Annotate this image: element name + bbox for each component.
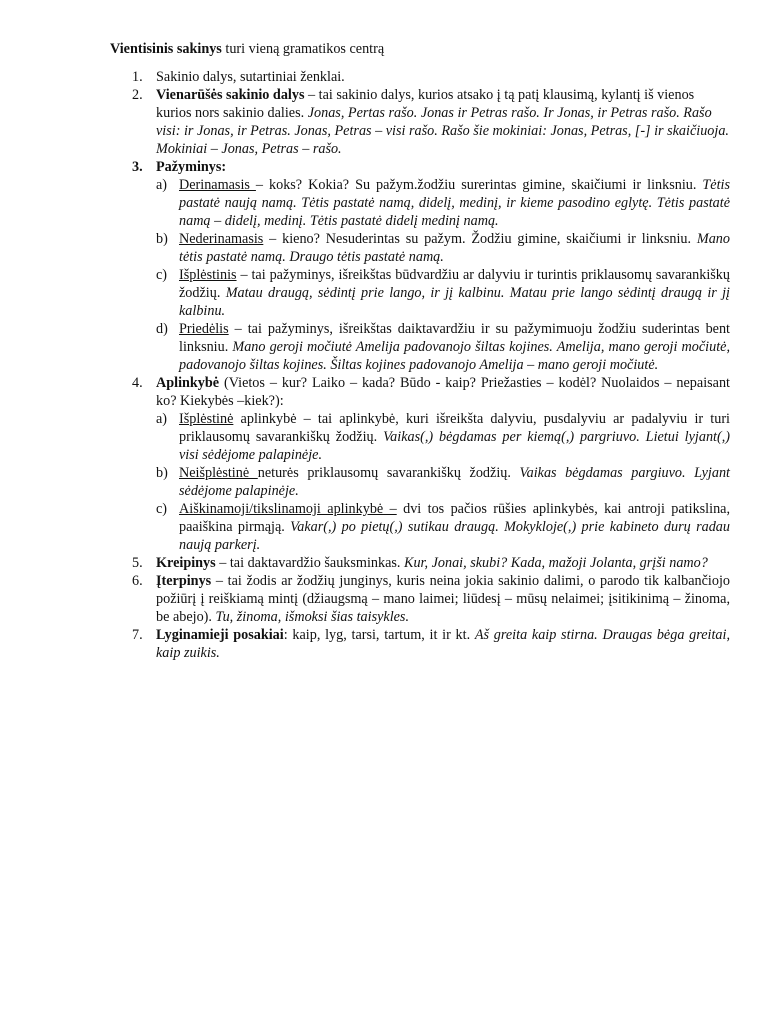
list-item-5 (110, 554, 730, 572)
sub-text: – tai pažyminys, išreikštas būdvardžiu ar dalyviu ir turintis priklausomų savarankiškų žodžių. (179, 267, 730, 301)
sub-letter: b) (156, 465, 168, 481)
title-rest: turi vieną gramatikos centrą (221, 41, 385, 57)
sub-text: aplinkybė – tai aplinkybė, kuri išreikšta dalyviu, pusdalyviu ar padalyviu ir turi priklausomų savarankiškų žodžių. (179, 411, 730, 445)
item-number: 7. (132, 627, 143, 643)
sub-example: Tėtis pastatė naują namą. Tėtis pastatė namą, didelį, medinį, ir kieme pasodino eglytę. Tėtis pastatė namą – didelį, medinį. Tėtis pastatė didelį medinį namą. (179, 177, 730, 229)
item-number: 6. (132, 573, 143, 589)
item-text: Sakinio dalys, sutartiniai ženklai. (156, 69, 345, 85)
item-term: Lyginamieji posakiai (156, 627, 284, 643)
list-item-1 (110, 68, 730, 86)
list-item-4 (110, 374, 730, 554)
item-text: (Vietos – kur? Laiko – kada? Būdo - kaip? Priežasties – kodėl? Nuolaidos – nepaisant ko? Kiekybės –kiek?): (156, 375, 730, 409)
sub-text: dvi tos pačios rūšies aplinkybės, kai antroji patikslina, paaiškina pirmąją. (179, 501, 731, 535)
list-item-2 (110, 86, 730, 158)
sub-item-a (156, 176, 730, 230)
sub-letter: c) (156, 501, 168, 517)
sub-letter: b) (156, 231, 168, 247)
list-item-6 (110, 572, 730, 626)
item-number: 1. (132, 69, 143, 85)
item-term: Pažyminys: (156, 159, 227, 175)
sub-letter: c) (156, 267, 168, 283)
main-list (110, 68, 730, 662)
item-number: 2. (132, 87, 143, 103)
sub-text: – koks? Kokia? Su pažym.žodžiu surerintas gimine, skaičiumi ir linksniu. (255, 177, 703, 193)
sub-term: Derinamasis (179, 177, 256, 193)
item-example: Tu, žinoma, išmoksi šias taisykles. (215, 609, 409, 625)
document-page (110, 40, 730, 662)
sub-item-c (156, 266, 730, 320)
item-text: – tai sakinio dalys, kurios atsako į tą patį klausimą, kylantį iš vienos kurios nors sakinio dalies. (156, 87, 695, 121)
item-example: Kur, Jonai, skubi? Kada, mažoji Jolanta, grįši namo? (404, 555, 708, 571)
sub-letter: a) (156, 411, 168, 427)
document-title (110, 40, 730, 58)
item-number: 3. (132, 159, 143, 175)
sub-item-d (156, 320, 730, 374)
sub-term: Neišplėstinė (179, 465, 258, 481)
item-text: : kaip, lyg, tarsi, tartum, it ir kt. (283, 627, 475, 643)
sub-letter: d) (156, 321, 168, 337)
sub-example: Vakar(,) po pietų(,) sutikau draugą. Mokykloje(,) prie kabineto durų radau naują parkerį. (179, 519, 730, 553)
sub-item-b (156, 464, 730, 500)
item-term: Vienarūšės sakinio dalys (156, 87, 305, 103)
sub-example: Matau draugą, sėdintį prie lango, ir jį kalbinu. Matau prie lango sėdintį draugą ir jį kalbinu. (179, 285, 730, 319)
item-term: Aplinkybė (156, 375, 220, 391)
sub-example: Vaikas bėgdamas pargiuvo. Lyjant sėdėjome palapinėje. (179, 465, 730, 499)
sub-list (156, 176, 730, 374)
sub-text: – tai pažyminys, išreikštas daiktavardžiu ir su pažymimuoju žodžiu suderintas bent linksniu. (179, 321, 730, 355)
sub-example: Mano geroji močiutė Amelija padovanojo šiltas kojines. Amelija, mano geroji močiutė, padovanojo šiltas kojines. Šiltas kojines padovanojo Amelija – mano geroji močiutė. (179, 339, 730, 373)
sub-text: neturės priklausomų savarankiškų žodžių. (257, 465, 520, 481)
sub-term: Nederinamasis (179, 231, 264, 247)
title-bold: Vientisinis sakinys (110, 41, 222, 57)
sub-term: Išplėstinė (179, 411, 234, 427)
sub-item-c (156, 500, 730, 554)
item-number: 5. (132, 555, 143, 571)
sub-example: Vaikas(,) bėgdamas per kiemą(,) pargriuvo. Lietui lyjant(,) visi sėdėjome palapinėje. (179, 429, 730, 463)
sub-term: Priedėlis (179, 321, 229, 337)
item-text: – tai žodis ar žodžių junginys, kuris neina jokia sakinio dalimi, o parodo tik kalbančiojo požiūrį į reiškiamą mintį (džiaugsmą – mano laimei; liūdesį – mūsų nelaimei; įsitikinimą – žinoma, be abejo). (156, 573, 730, 625)
sub-item-a (156, 410, 730, 464)
sub-example: Mano tėtis pastatė namą. Draugo tėtis pastatė namą. (179, 231, 730, 265)
item-number: 4. (132, 375, 143, 391)
sub-term: Išplėstinis (179, 267, 237, 283)
item-term: Įterpinys (156, 573, 212, 589)
sub-text: – kieno? Nesuderintas su pažym. Žodžiu gimine, skaičiumi ir linksniu. (263, 231, 697, 247)
sub-item-b (156, 230, 730, 266)
sub-list (156, 410, 730, 554)
item-text: – tai daktavardžio šauksminkas. (215, 555, 404, 571)
item-example: Jonas, Pertas rašo. Jonas ir Petras rašo. Ir Jonas, ir Petras rašo. Rašo visi: ir Jonas, ir Petras. Jonas, Petras – visi rašo. Rašo šie mokiniai: Jonas, Petras, [-] ir skaičiuoja. Mokiniai – Jonas, Petras – rašo. (156, 105, 729, 157)
list-item-7 (110, 626, 730, 662)
item-example: Aš greita kaip stirna. Draugas bėga greitai, kaip zuikis. (156, 627, 731, 661)
sub-letter: a) (156, 177, 168, 193)
item-term: Kreipinys (156, 555, 216, 571)
sub-term: Aiškinamoji/tikslinamoji aplinkybė – (179, 501, 397, 517)
list-item-3 (110, 158, 730, 374)
